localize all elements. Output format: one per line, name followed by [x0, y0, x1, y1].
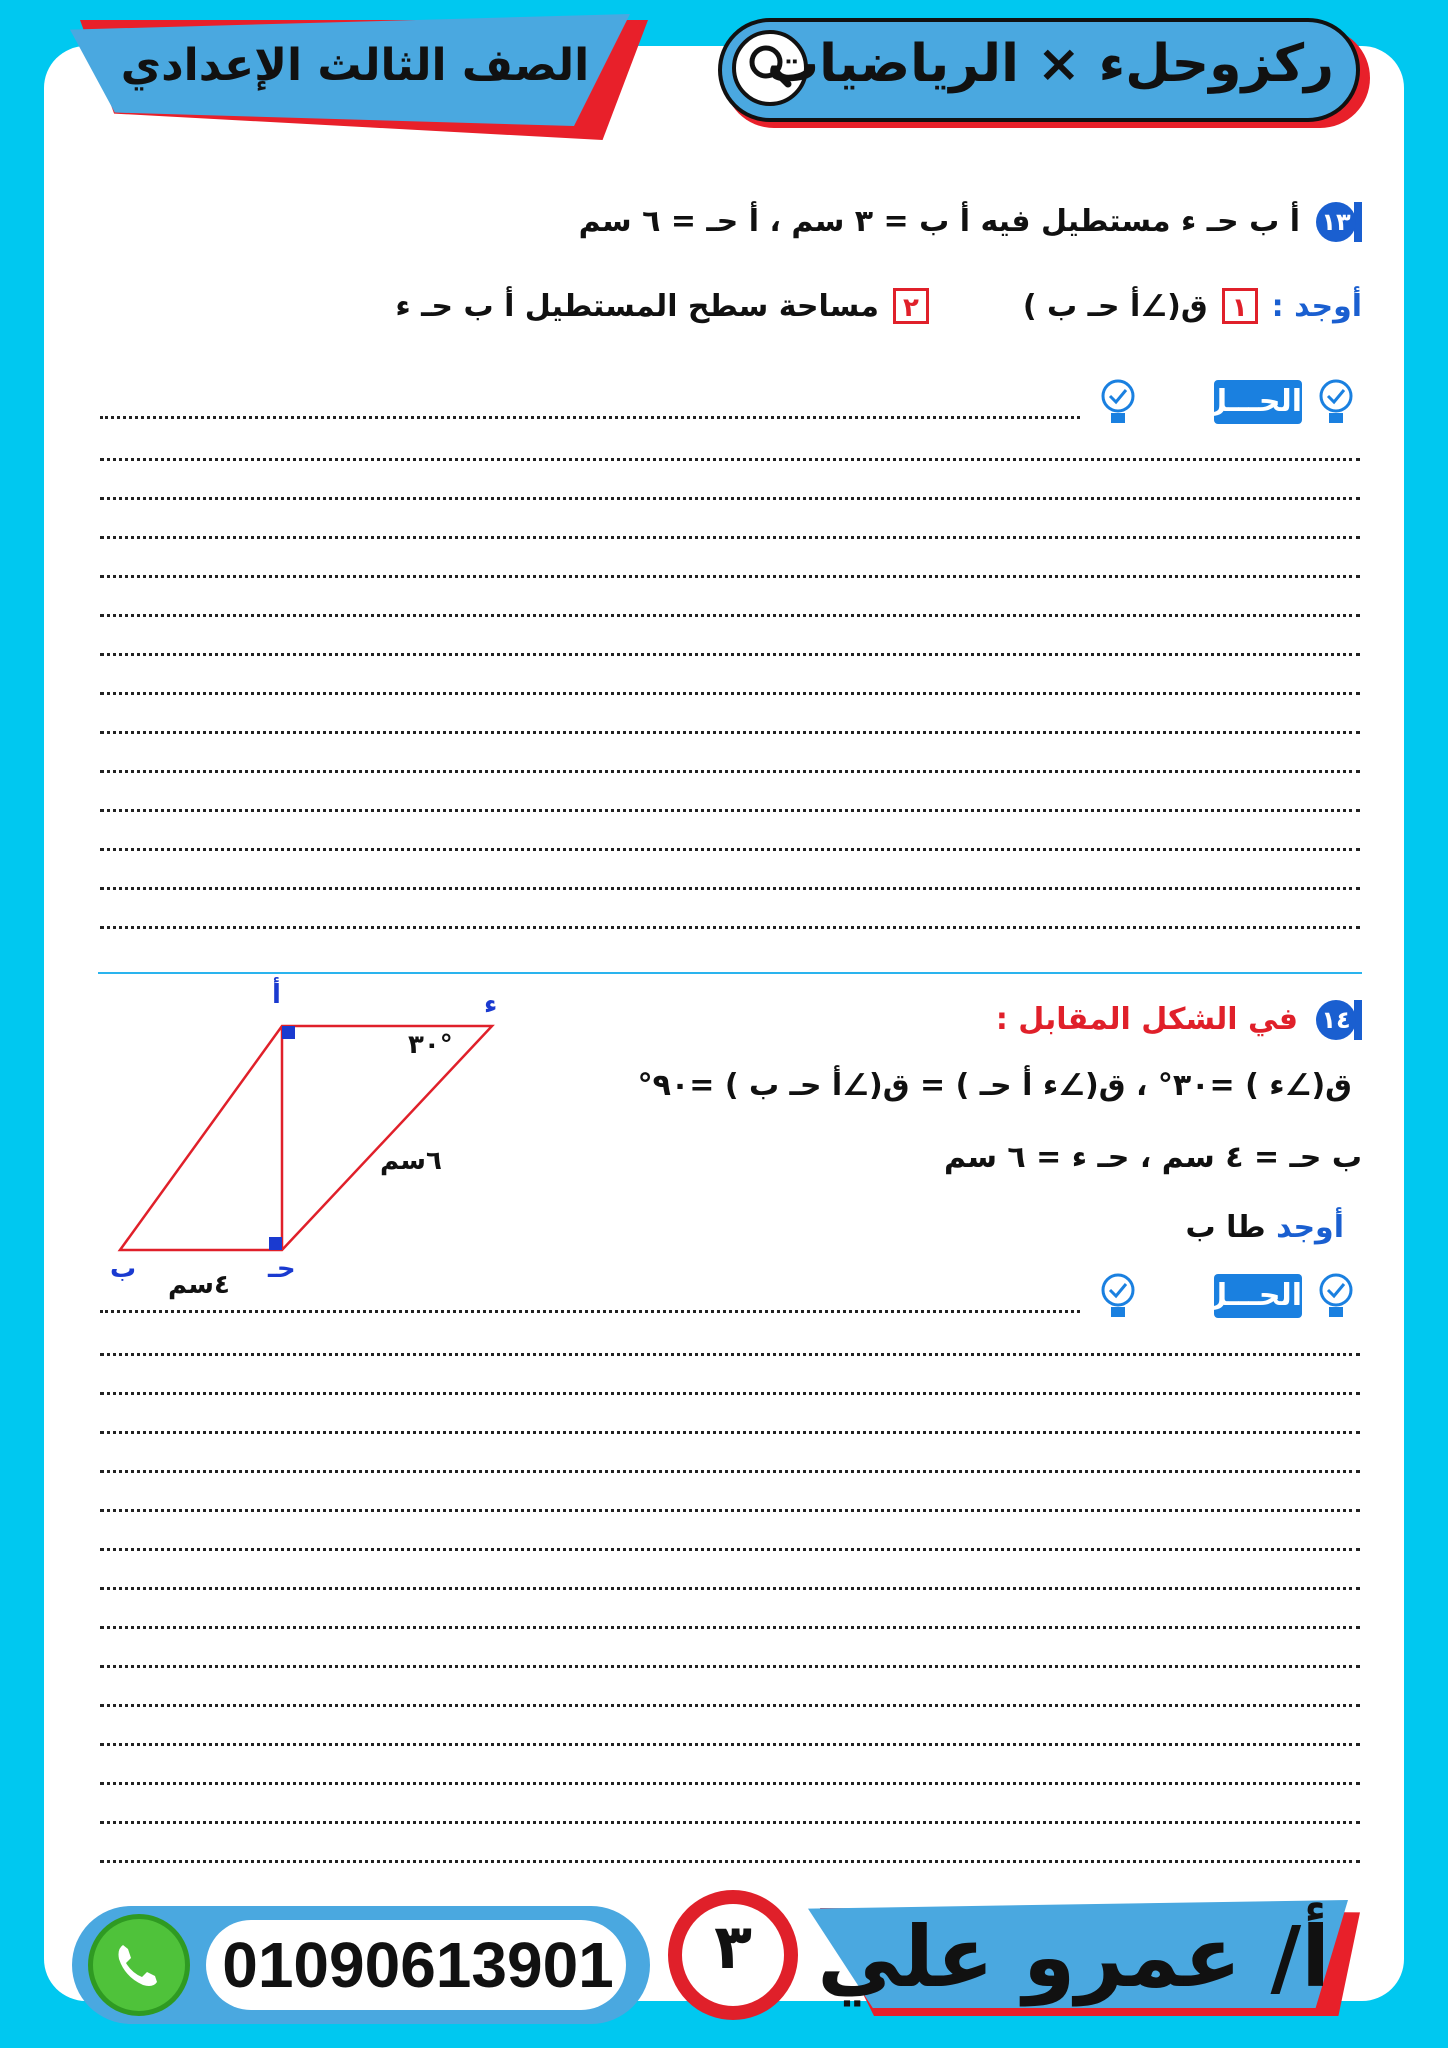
q13-item1-text: ق(∠أ حـ ب ) [1022, 288, 1208, 324]
answer-line[interactable] [100, 770, 1360, 773]
bulb-check-icon [1096, 376, 1140, 428]
vertex-d-label: ء [484, 990, 498, 1020]
right-angle-marker [269, 1237, 282, 1250]
answer-line[interactable] [100, 416, 1080, 419]
q14-title: في الشكل المقابل : [995, 1002, 1298, 1037]
answer-line[interactable] [100, 1860, 1360, 1863]
q14-find-row [1186, 1210, 1344, 1245]
angle-d-label: ٣٠° [408, 1030, 453, 1060]
answer-line[interactable] [100, 1665, 1360, 1668]
q14-find-label: أوجد [1276, 1210, 1344, 1245]
phone-number: 01090613901 [222, 1929, 614, 2001]
answer-line[interactable] [100, 731, 1360, 734]
side-cd-label: ٦سم [380, 1146, 442, 1176]
q13-find-row [395, 288, 1362, 324]
q13-solution-tag [1096, 372, 1358, 432]
q13-statement: أ ب حـ ء مستطيل فيه أ ب = ٣ سم ، أ حـ = ٦ سم [578, 204, 1300, 239]
answer-line[interactable] [100, 1548, 1360, 1551]
answer-line[interactable] [100, 1509, 1360, 1512]
q13-find-label: أوجد : [1271, 288, 1362, 324]
grade-title: الصف الثالث الإعدادي [120, 40, 590, 91]
q13-number-badge: ١٣ [1316, 202, 1356, 242]
vertex-b-label: ب [110, 1254, 137, 1284]
vertex-a-label: أ [272, 980, 281, 1010]
answer-line[interactable] [100, 1821, 1360, 1824]
answer-line[interactable] [100, 458, 1360, 461]
answer-line[interactable] [100, 692, 1360, 695]
phone-banner [72, 1906, 650, 2024]
grade-banner [70, 14, 650, 144]
q13-item2-number: ٢ [893, 288, 929, 324]
vertex-c-label: حـ [268, 1254, 296, 1284]
bulb-check-icon [1096, 1270, 1140, 1322]
answer-line[interactable] [100, 887, 1360, 890]
q14-number-badge: ١٤ [1316, 1000, 1356, 1040]
page-number: ٣ [714, 1910, 752, 1983]
answer-line[interactable] [100, 536, 1360, 539]
parallelogram-figure [100, 980, 520, 1310]
q14-solution-label: الحـــل [1214, 1274, 1302, 1318]
answer-line[interactable] [100, 1310, 1080, 1313]
answer-line[interactable] [100, 614, 1360, 617]
section-divider [98, 972, 1362, 974]
subject-title: ركزوحلء × الرياضيات [766, 34, 1334, 94]
right-angle-marker [282, 1026, 295, 1039]
answer-line[interactable] [100, 1626, 1360, 1629]
subject-banner [718, 18, 1368, 126]
q13-item2-text: مساحة سطح المستطيل أ ب حـ ء [395, 288, 879, 324]
q14-given-line1: ق(∠ء ) =٣٠° ، ق(∠ء أ حـ ) = ق(∠أ حـ ب ) =٩٠° [637, 1068, 1352, 1103]
answer-line[interactable] [100, 1470, 1360, 1473]
bulb-check-icon [1314, 376, 1358, 428]
teacher-name: أ/ عمرو علي [817, 1908, 1330, 2006]
answer-line[interactable] [100, 1431, 1360, 1434]
answer-line[interactable] [100, 1392, 1360, 1395]
answer-line[interactable] [100, 1704, 1360, 1707]
answer-line[interactable] [100, 575, 1360, 578]
answer-line[interactable] [100, 497, 1360, 500]
answer-line[interactable] [100, 1587, 1360, 1590]
whatsapp-icon[interactable] [88, 1914, 190, 2016]
answer-line[interactable] [100, 1353, 1360, 1356]
q13-item1-number: ١ [1222, 288, 1258, 324]
bulb-check-icon [1314, 1270, 1358, 1322]
q14-solution-tag [1096, 1266, 1358, 1326]
q14-given-line2: ب حـ = ٤ سم ، حـ ء = ٦ سم [943, 1140, 1362, 1175]
q13-solution-label: الحـــل [1214, 380, 1302, 424]
answer-line[interactable] [100, 1743, 1360, 1746]
answer-line[interactable] [100, 848, 1360, 851]
answer-line[interactable] [100, 809, 1360, 812]
answer-line[interactable] [100, 653, 1360, 656]
side-bc-label: ٤سم [168, 1270, 230, 1300]
page-number-badge [668, 1890, 798, 2020]
answer-line[interactable] [100, 1782, 1360, 1785]
teacher-banner [800, 1900, 1360, 2020]
answer-line[interactable] [100, 926, 1360, 929]
q14-find-text: طا ب [1185, 1210, 1266, 1245]
